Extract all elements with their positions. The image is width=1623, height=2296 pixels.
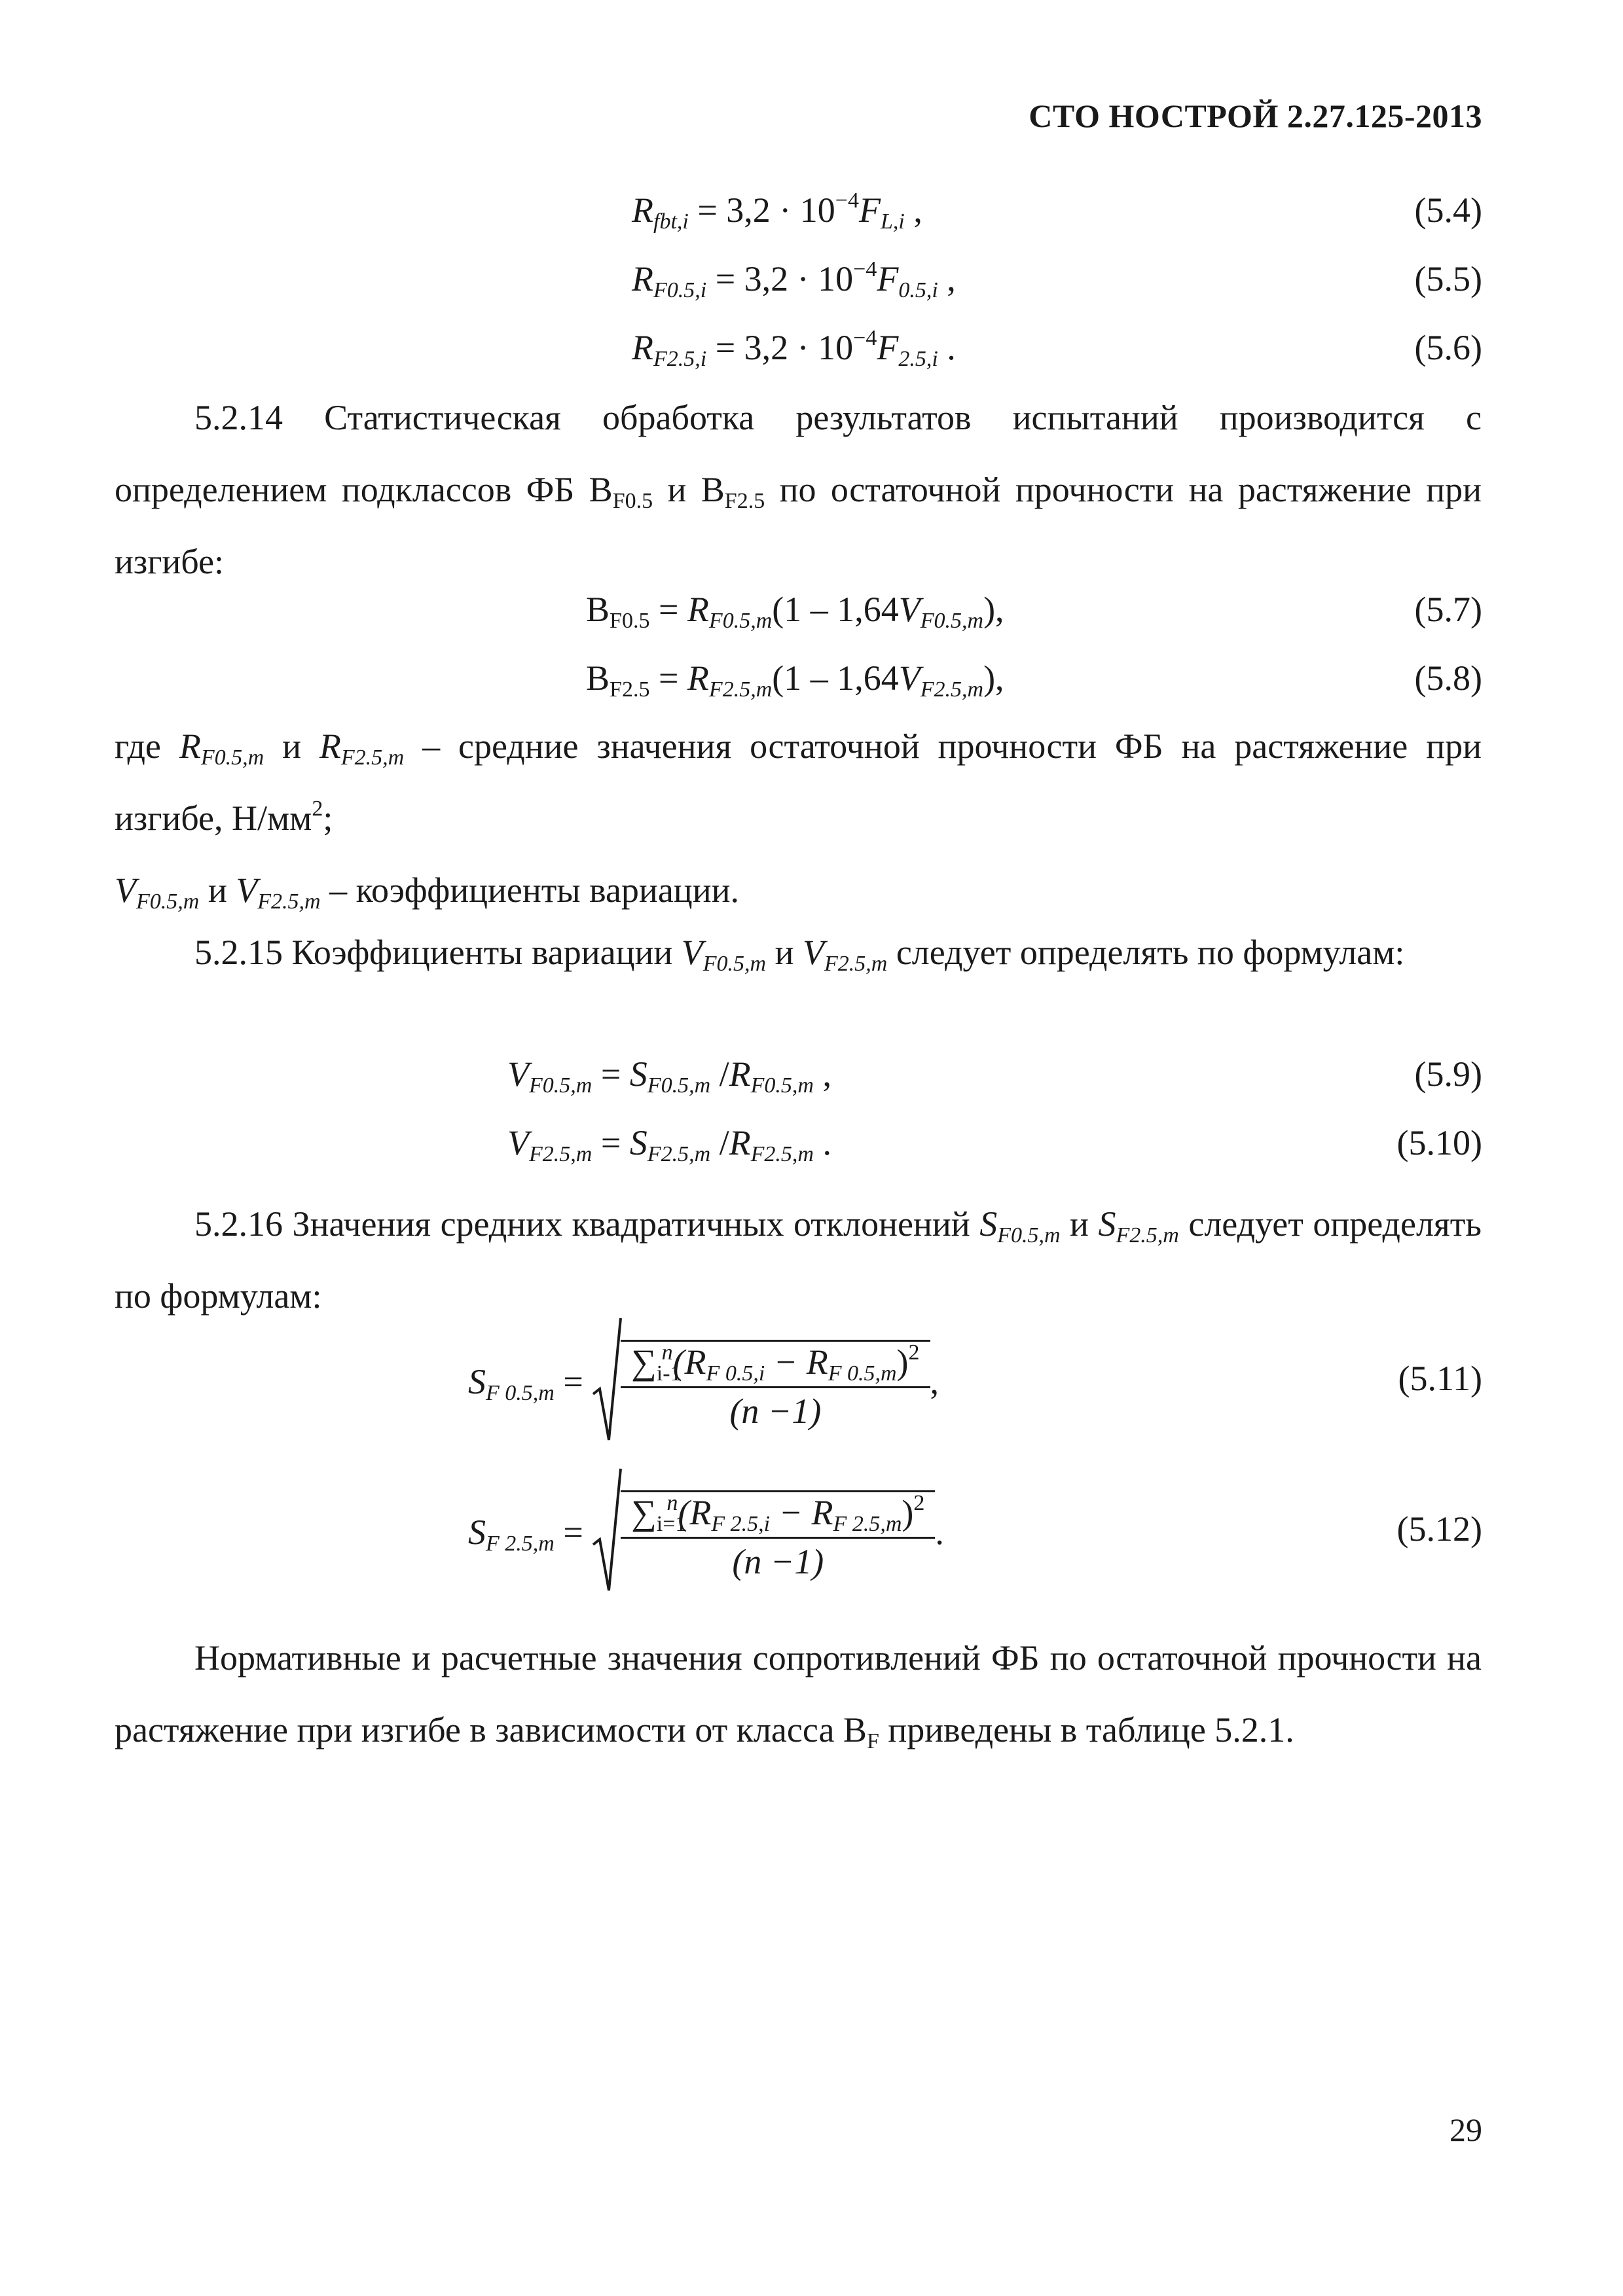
closing-paragraph: Нормативные и расчетные значения сопротивлений ФБ по остаточной прочности на растяжение при изгибе в зависимости от класса $В_F$ приведены в таблице 5.2.1. [115,1638,1482,1753]
fraction: $\frac{\sum_{i=1}^n(R_{F 2.5,i} - R_{F 2.5,m})^2}{(n -1)}$ [621,1490,935,1582]
document-code-header: СТО НОСТРОЙ 2.27.125-2013 [1029,98,1482,134]
equation-number: (5.4) [1414,190,1482,230]
sqrt-sign [592,1316,622,1455]
equation-number: (5.6) [1414,328,1482,367]
equation-5-9: $V_{F0.5,m} = S_{F0.5,m}$ $/R_{F0.5,m}$ , [507,1054,831,1098]
equation-number: (5.11) [1398,1359,1482,1398]
equation-5-10: $V_{F2.5,m} = S_{F2.5,m}$ $/R_{F2.5,m}$ . [507,1123,831,1166]
definitions-block: где $R_{F0.5,m}$ и $R_{F2.5,m}$ – средние значения остаточной прочности ФБ на растяжение при изгибе, $Н/мм^2$; $V_{F0.5,m}$ и $V_{F2.5,m}$ – коэффициенты вариации. [115,726,1482,914]
equation-5-6: $R_{F2.5,i} = 3,2 \cdot 10^{-4}F_{2.5,i}$ . [632,326,956,371]
paragraph-5-2-14: 5.2.14 Статистическая обработка результатов испытаний производится с определением подклассов ФБ $В_{F0.5}$ и $В_{F2.5}$ по остаточной прочности на растяжение при изгибе: [115,398,1482,581]
equation-number: (5.9) [1414,1054,1482,1094]
paragraph-5-2-16: 5.2.16 Значения средних квадратичных отклонений $S_{F0.5,m}$ и $S_{F2.5,m}$ следует определять по формулам: [115,1204,1482,1316]
page-number: 29 [1450,2111,1482,2148]
equation-5-4: $R_{fbt,i} = 3,2 \cdot 10^{-4}F_{L,i}$ , [632,188,922,234]
equation-5-7: $B_{F0.5} = R_{F0.5,m}(1 - 1,64V_{F0.5,m})$, [586,590,1004,633]
sqrt-sign [592,1466,622,1605]
equation-number: (5.5) [1414,259,1482,298]
paragraph-5-2-15: 5.2.15 Коэффициенты вариации $V_{F0.5,m}$ и $V_{F2.5,m}$ следует определять по формулам: [194,933,1405,976]
equation-5-11: $S_{F 0.5,m}$ = $\frac{\sum_{i-1}^n(R_{F 0.5,i} - R_{F 0.5,m})^2}{(n -1)}$ , [468,1316,939,1455]
equation-number: (5.10) [1396,1123,1482,1162]
equation-number: (5.7) [1414,590,1482,629]
equation-number: (5.8) [1414,658,1482,698]
equation-5-12: $S_{F 2.5,m}$ = $\frac{\sum_{i=1}^n(R_{F 2.5,i} - R_{F 2.5,m})^2}{(n -1)}$ . [468,1466,944,1605]
equation-number: (5.12) [1396,1509,1482,1549]
equation-5-5: $R_{F0.5,i} = 3,2 \cdot 10^{-4}F_{0.5,i}$ , [632,257,956,302]
equation-5-8: $B_{F2.5} = R_{F2.5,m}(1 - 1,64V_{F2.5,m})$, [586,658,1004,702]
fraction: $\frac{\sum_{i-1}^n(R_{F 0.5,i} - R_{F 0.5,m})^2}{(n -1)}$ [621,1340,930,1431]
